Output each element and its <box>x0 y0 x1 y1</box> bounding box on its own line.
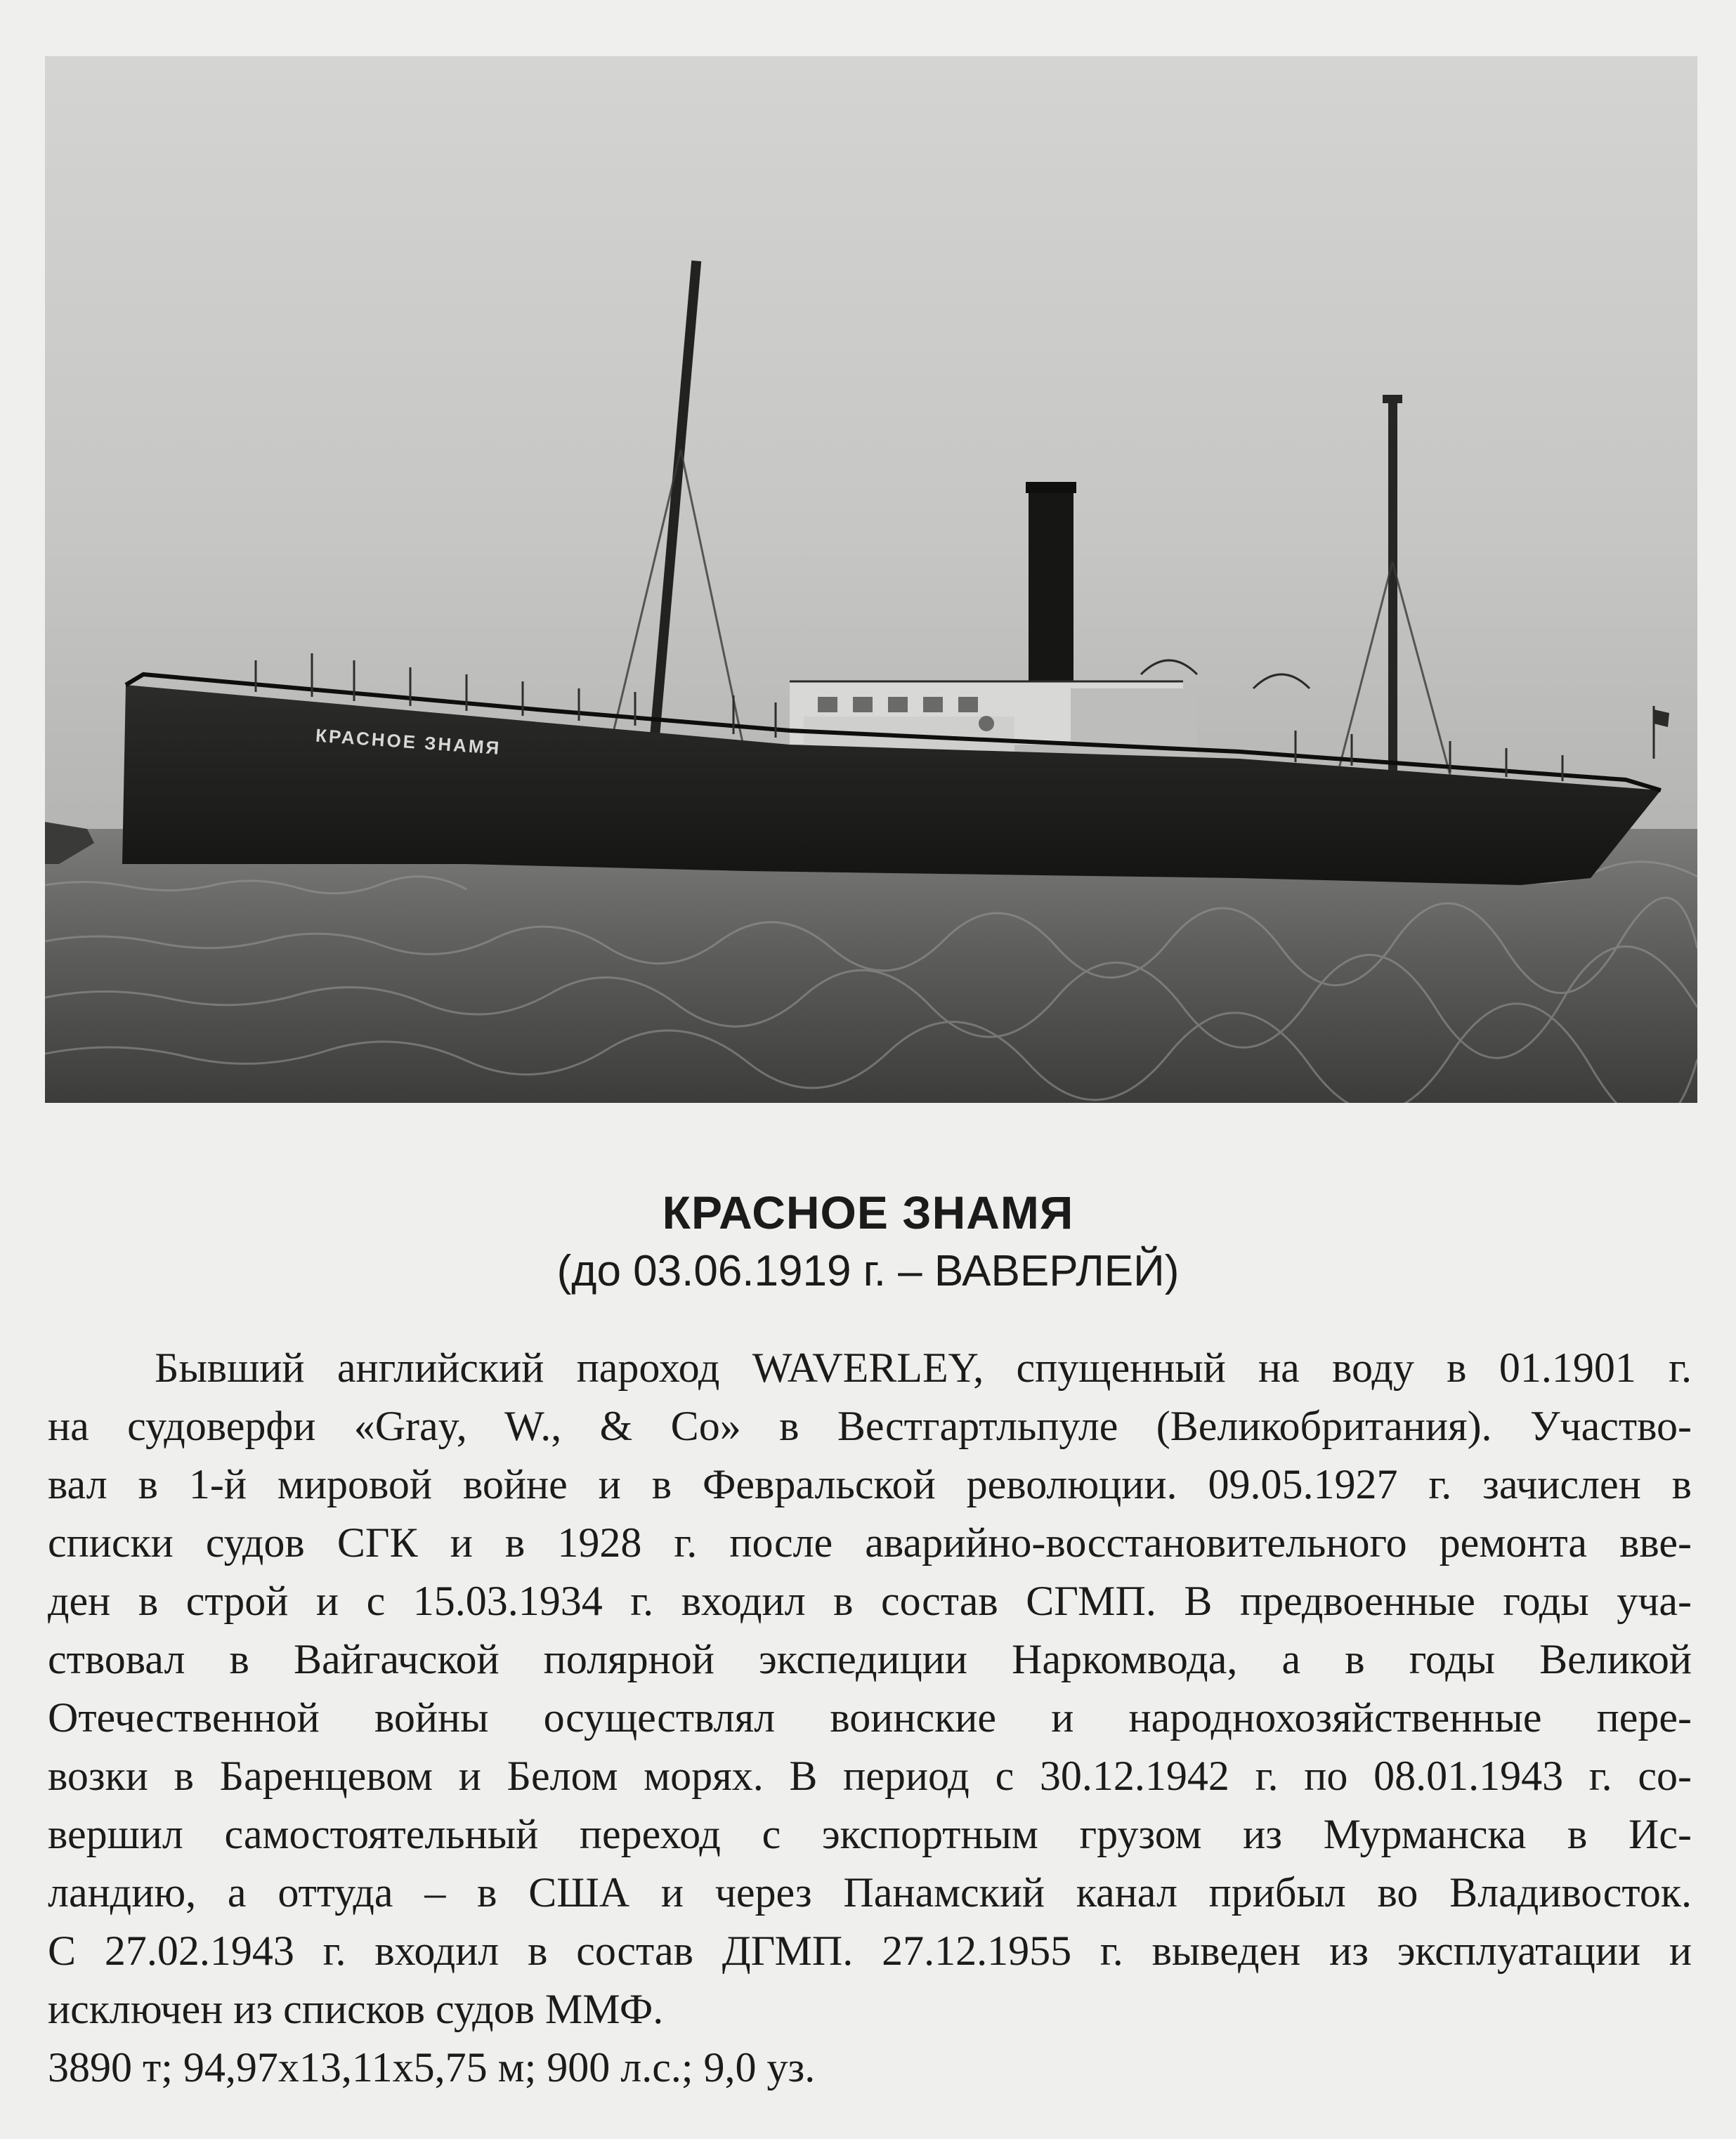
text-line: Бывший английский пароход WAVERLEY, спущенный на воду в 01.1901 г. <box>155 1345 1692 1391</box>
text-line: ландию, а оттуда – в США и через Панамский канал прибыл во Владивосток. <box>48 1869 1692 1916</box>
text-line: возки в Баренцевом и Белом морях. В период с 30.12.1942 г. по 08.01.1943 г. со- <box>48 1753 1692 1799</box>
ship-specifications: 3890 т; 94,97х13,11х5,75 м; 900 л.с.; 9,0 уз. <box>48 2044 816 2091</box>
text-line: исключен из списков судов ММФ. <box>48 1986 664 2032</box>
text-line: на судоверфи «Gray, W., & Co» в Вестгартльпуле (Великобритания). Участво- <box>48 1403 1692 1449</box>
hull-lettering: КРАСНОЕ ЗНАМЯ <box>315 724 502 759</box>
text-line: списки судов СГК и в 1928 г. после аварийно-восстановительного ремонта вве- <box>48 1519 1692 1566</box>
text-line: ствовал в Вайгачской полярной экспедиции Наркомвода, а в годы Великой <box>48 1636 1692 1682</box>
ship-photograph <box>45 56 1697 1103</box>
text-line: ден в строй и с 15.03.1934 г. входил в состав СГМП. В предвоенные годы уча- <box>48 1578 1692 1624</box>
text-line: Отечественной войны осуществлял воинские и народнохозяйственные пере- <box>48 1694 1692 1741</box>
ship-name-title: КРАСНОЕ ЗНАМЯ <box>662 1186 1074 1238</box>
former-name-subtitle: (до 03.06.1919 г. – ВАВЕРЛЕЙ) <box>556 1247 1180 1295</box>
text-line: С 27.02.1943 г. входил в состав ДГМП. 27.12.1955 г. выведен из эксплуатации и <box>48 1928 1692 1974</box>
text-line: вершил самостоятельный переход с экспортным грузом из Мурманска в Ис- <box>48 1811 1692 1857</box>
text-line: вал в 1-й мировой войне и в Февральской революции. 09.05.1927 г. зачислен в <box>48 1461 1692 1507</box>
ship-history-paragraph <box>48 1339 1692 2097</box>
